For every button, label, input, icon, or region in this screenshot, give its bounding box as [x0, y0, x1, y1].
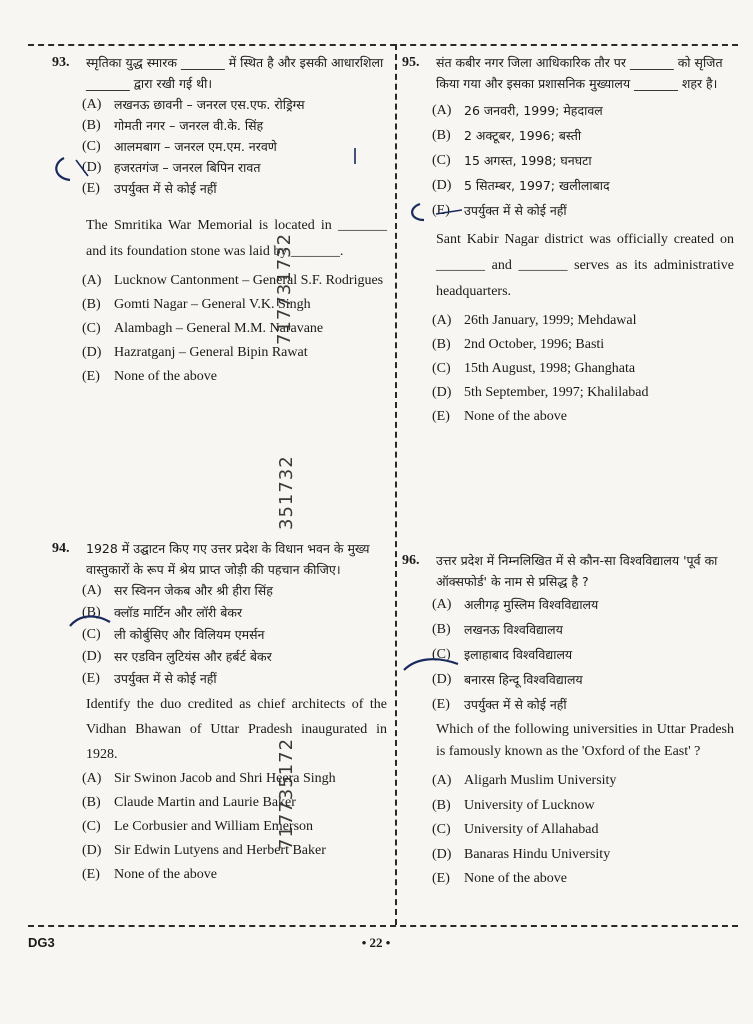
options-hindi [402, 592, 734, 717]
option-e-english[interactable]: (E) None of the above [432, 871, 568, 886]
option-d-english[interactable]: (D) Sir Edwin Lutyens and Herbert Baker [82, 843, 326, 858]
option-d-hindi[interactable]: (D) सर एडविन लुटियंस और हर्बर्ट बेकर [82, 649, 272, 664]
question-94 [52, 538, 387, 887]
page-number: • 22 • [361, 935, 391, 950]
watermark-serial: 351732 [276, 455, 297, 530]
bottom-divider [28, 925, 738, 927]
options-english [52, 767, 387, 887]
option-a-english[interactable]: (A) Lucknow Cantonment – General S.F. Rodrigues [82, 273, 384, 288]
options-english [402, 769, 734, 892]
question-number: 94. [52, 541, 70, 556]
options-hindi [52, 94, 387, 199]
question-number: 95. [402, 55, 420, 70]
option-b-english[interactable]: (B) Gomti Nagar – General V.K. Singh [82, 297, 311, 312]
option-c-hindi[interactable]: (C) ली कोर्बुसिए और विलियम एमर्सन [82, 627, 265, 642]
option-e-hindi[interactable]: (E) उपर्युक्त में से कोई नहीं [82, 671, 217, 686]
option-d-hindi[interactable]: (D) बनारस हिन्दू विश्वविद्यालय [432, 672, 583, 687]
option-a-hindi[interactable]: (A) सर स्विनन जेकब और श्री हीरा सिंह [82, 583, 273, 598]
option-b-hindi[interactable]: (B) क्लॉड मार्टिन और लॉरी बेकर [82, 605, 243, 620]
option-c-english[interactable]: (C) University of Allahabad [432, 822, 599, 837]
question-text-english: Sant Kabir Nagar district was officially created on _______ and _______ serves as its administrative headquarters. [436, 232, 734, 299]
question-96 [402, 550, 734, 892]
option-b-hindi[interactable]: (B) गोमती नगर – जनरल वी.के. सिंह [82, 118, 264, 133]
option-c-english[interactable]: (C) 15th August, 1998; Ghanghata [432, 361, 636, 376]
question-text-hindi: संत कबीर नगर जिला आधिकारिक तौर पर _______ को सृजित किया गया और इसका प्रशासनिक मुख्यालय _______ शहर है। [436, 55, 723, 91]
question-93 [52, 52, 387, 389]
options-hindi [52, 580, 387, 690]
question-text-english: The Smritika War Memorial is located in _______ and its foundation stone was laid by _______. [86, 218, 387, 259]
option-d-english[interactable]: (D) Hazratganj – General Bipin Rawat [82, 345, 308, 360]
top-divider [28, 44, 738, 46]
question-number: 93. [52, 55, 70, 70]
option-e-english[interactable]: (E) None of the above [82, 369, 218, 384]
option-e-hindi[interactable]: (E) उपर्युक्त में से कोई नहीं [432, 697, 567, 712]
question-text-english: Which of the following universities in Uttar Pradesh is famously known as the 'Oxford of the East' ? [436, 722, 734, 759]
option-a-english[interactable]: (A) Sir Swinon Jacob and Shri Heera Singh [82, 771, 336, 786]
option-b-english[interactable]: (B) Claude Martin and Laurie Baker [82, 795, 296, 810]
question-text-hindi: स्मृतिका युद्ध स्मारक _______ में स्थित है और इसकी आधारशिला _______ द्वारा रखी गई थी। [86, 55, 384, 91]
question-number: 96. [402, 553, 420, 568]
option-e-english[interactable]: (E) None of the above [82, 867, 218, 882]
question-text-hindi: उत्तर प्रदेश में निम्नलिखित में से कौन-सा विश्वविद्यालय 'पूर्व का ऑक्सफोर्ड' के नाम से प्रसिद्ध है ? [436, 553, 718, 589]
option-d-english[interactable]: (D) Banaras Hindu University [432, 846, 611, 862]
option-a-english[interactable]: (A) 26th January, 1999; Mehdawal [432, 313, 637, 328]
question-text-english: Identify the duo credited as chief architects of the Vidhan Bhawan of Uttar Pradesh inaugurated in 1928. [86, 697, 387, 762]
option-c-hindi[interactable]: (C) 15 अगस्त, 1998; घनघटा [432, 153, 592, 168]
column-divider [395, 44, 397, 925]
options-hindi [402, 98, 734, 223]
option-e-english[interactable]: (E) None of the above [432, 409, 568, 424]
option-a-english[interactable]: (A) Aligarh Muslim University [432, 773, 617, 788]
option-b-english[interactable]: (B) 2nd October, 1996; Basti [432, 337, 605, 352]
option-c-english[interactable]: (C) Alambagh – General M.M. Naravane [82, 321, 324, 336]
option-b-english[interactable]: (B) University of Lucknow [432, 797, 595, 813]
option-e-hindi[interactable]: (E) उपर्युक्त में से कोई नहीं [82, 181, 217, 196]
option-c-english[interactable]: (C) Le Corbusier and William Emerson [82, 819, 314, 834]
watermark-serial: 717735172 [276, 737, 297, 850]
question-text-hindi: 1928 में उद्घाटन किए गए उत्तर प्रदेश के विधान भवन के मुख्य वास्तुकारों के रूप में श्रेय प्राप्त जोड़ी की पहचान कीजिए। [86, 541, 370, 577]
option-a-hindi[interactable]: (A) अलीगढ़ मुस्लिम विश्वविद्यालय [432, 597, 599, 612]
option-b-hindi[interactable]: (B) 2 अक्टूबर, 1996; बस्ती [432, 128, 582, 143]
option-b-hindi[interactable]: (B) लखनऊ विश्वविद्यालय [432, 622, 563, 637]
option-e-hindi[interactable]: (E) उपर्युक्त में से कोई नहीं [432, 203, 567, 218]
option-d-hindi[interactable]: (D) हजरतगंज – जनरल बिपिन रावत [82, 160, 261, 175]
option-c-hindi[interactable]: (C) इलाहाबाद विश्वविद्यालय [432, 647, 573, 662]
option-a-hindi[interactable]: (A) लखनऊ छावनी – जनरल एस.एफ. रोड्रिग्स [82, 97, 305, 112]
booklet-code: DG3 [28, 935, 55, 950]
option-a-hindi[interactable]: (A) 26 जनवरी, 1999; मेहदावल [432, 103, 603, 118]
options-english [402, 309, 734, 429]
watermark-serial: 717731732 [274, 232, 295, 345]
option-c-hindi[interactable]: (C) आलमबाग – जनरल एम.एम. नरवणे [82, 139, 277, 154]
option-d-hindi[interactable]: (D) 5 सितम्बर, 1997; खलीलाबाद [432, 178, 610, 193]
question-95 [402, 52, 734, 429]
options-english [52, 269, 387, 389]
option-d-english[interactable]: (D) 5th September, 1997; Khalilabad [432, 385, 649, 400]
